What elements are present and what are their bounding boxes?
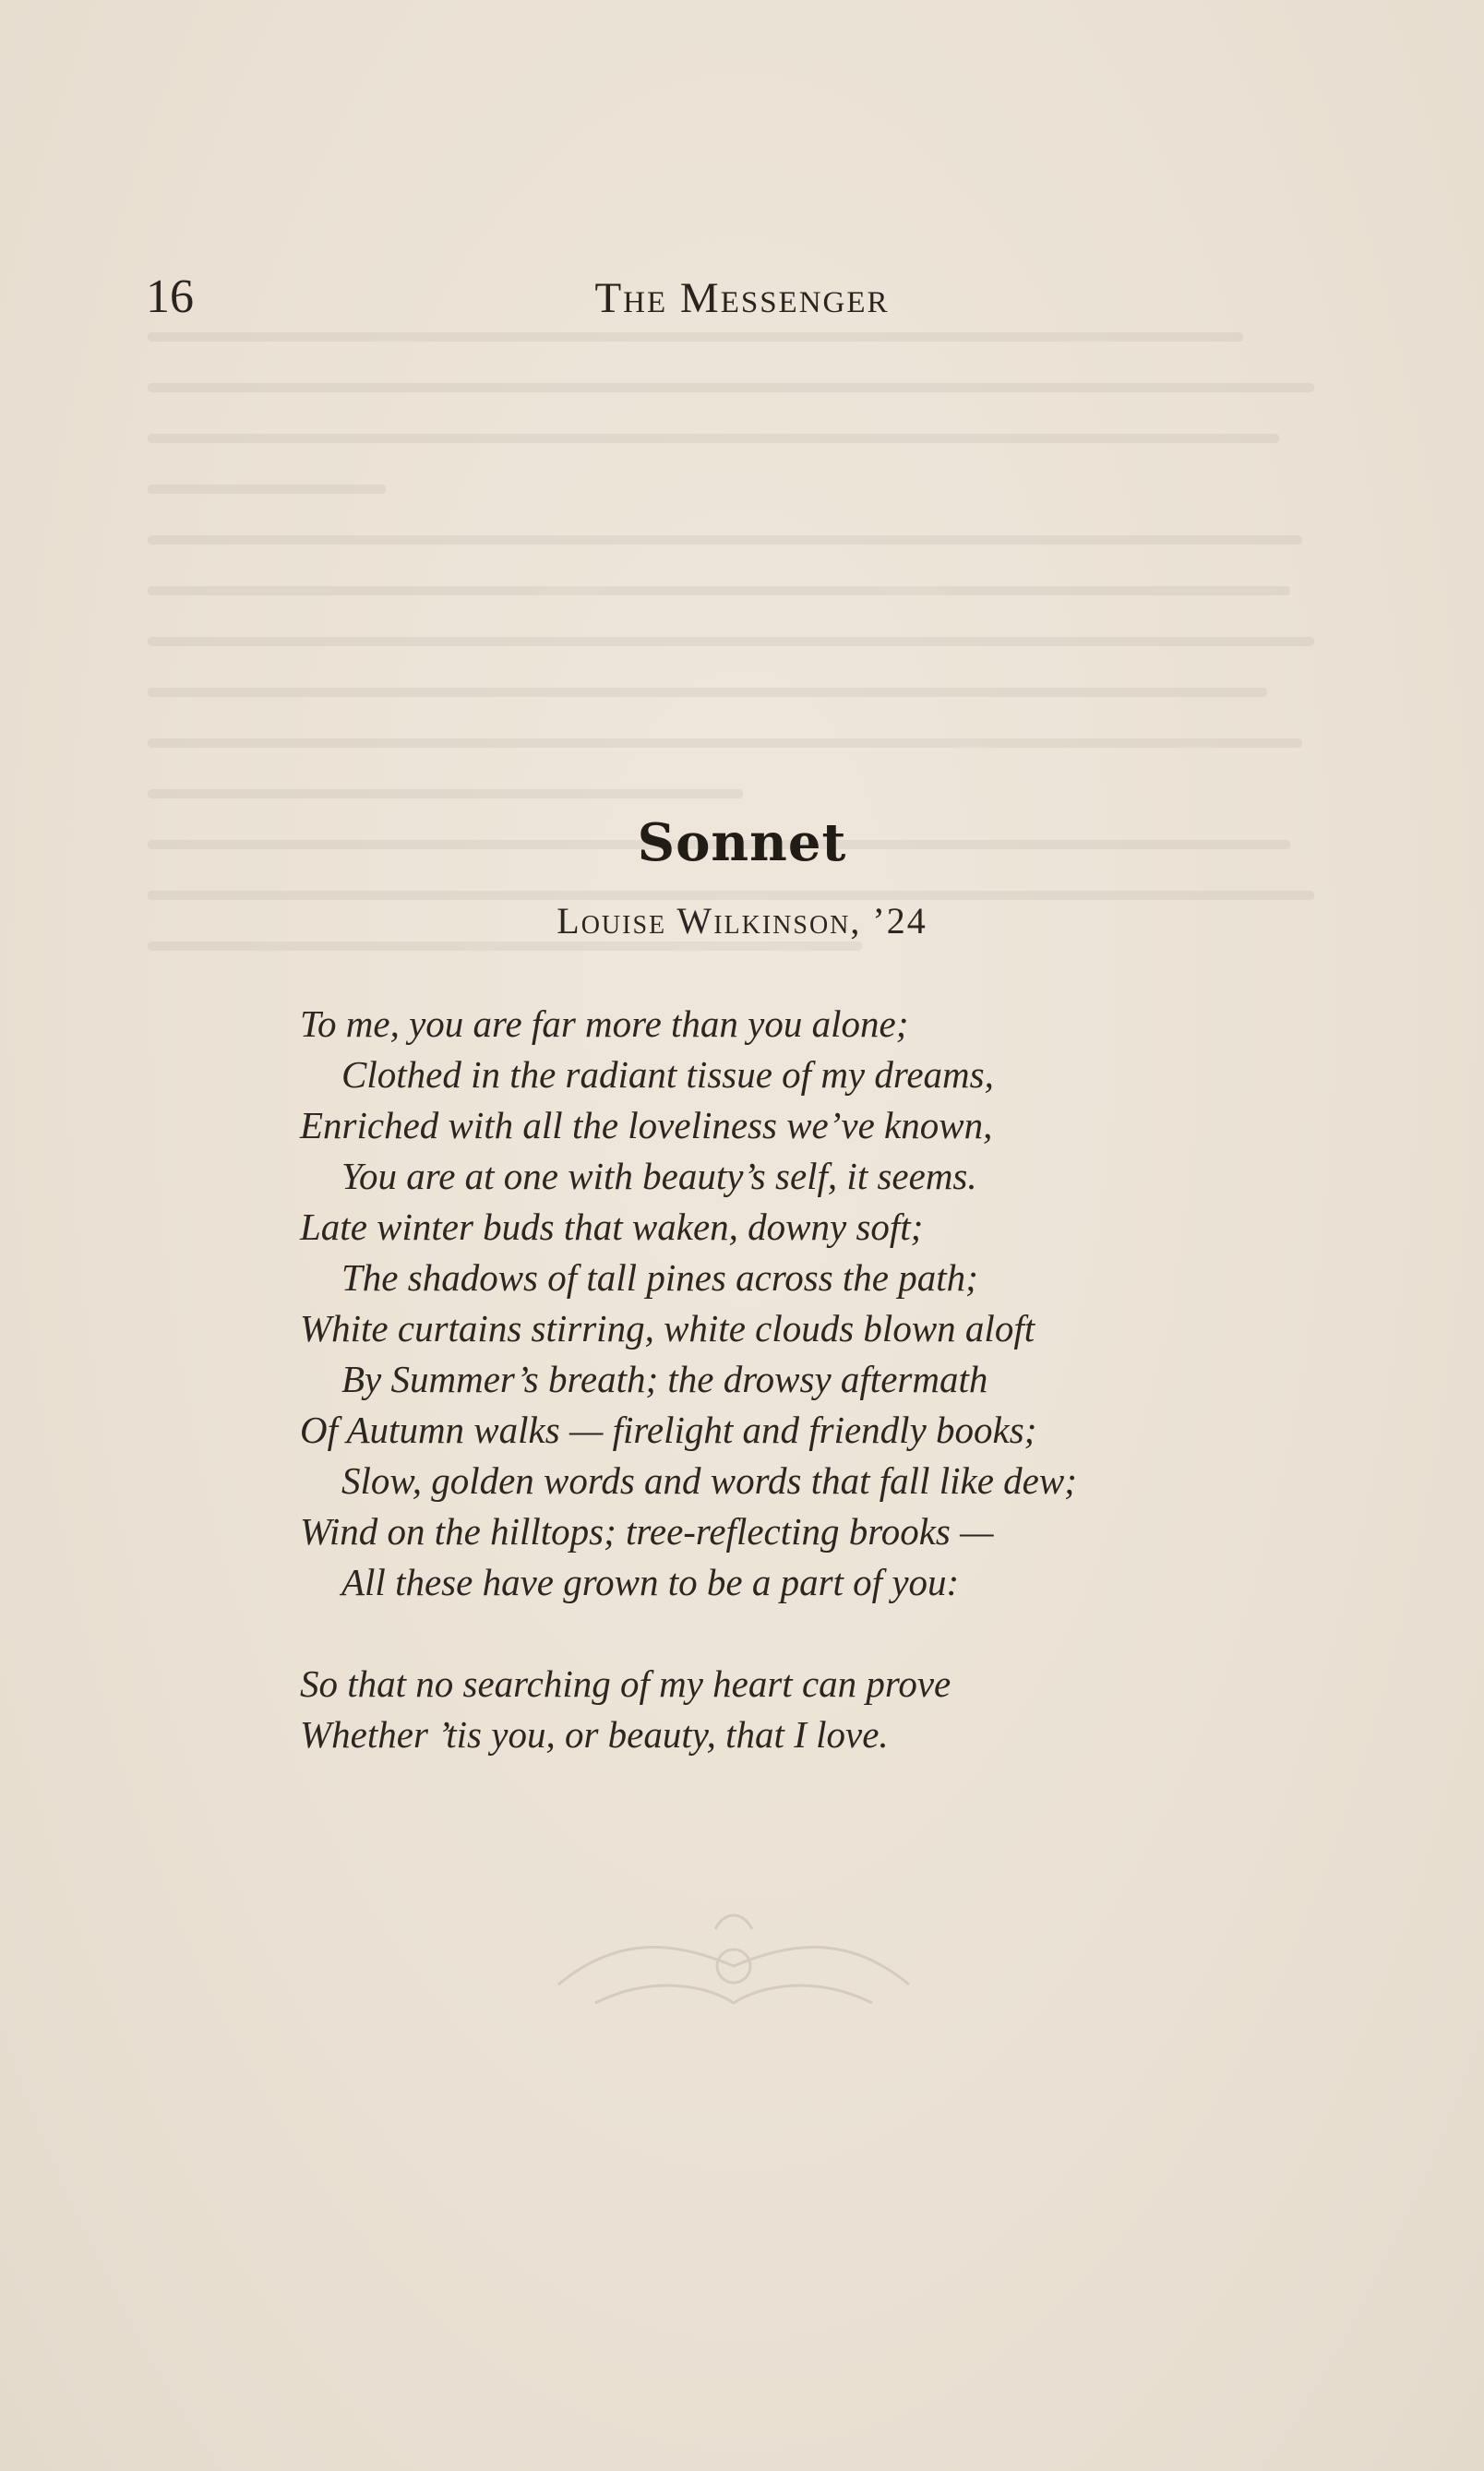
poem-title: Sonnet bbox=[637, 812, 847, 873]
poem-line: All these have grown to be a part of you: bbox=[341, 1561, 960, 1603]
running-head: The Messenger bbox=[594, 274, 890, 322]
poem-line: Enriched with all the loveliness we’ve known, bbox=[300, 1104, 993, 1146]
poem-line: You are at one with beauty’s self, it seems. bbox=[341, 1155, 977, 1197]
poem-line: Wind on the hilltops; tree-reflecting brooks — bbox=[300, 1510, 994, 1553]
poem-line: Of Autumn walks — firelight and friendly books; bbox=[300, 1409, 1037, 1451]
faint-ornament-icon bbox=[540, 1901, 928, 2031]
poem-line: Late winter buds that waken, downy soft; bbox=[300, 1206, 924, 1248]
poem-line: Slow, golden words and words that fall like dew; bbox=[341, 1459, 1077, 1502]
poem-line: To me, you are far more than you alone; bbox=[300, 1002, 909, 1045]
poem-line: White curtains stirring, white clouds blown aloft bbox=[300, 1307, 1035, 1349]
page-number: 16 bbox=[146, 270, 194, 323]
show-through-text bbox=[148, 332, 1338, 978]
stanza-break bbox=[300, 1608, 1334, 1659]
poem-line: So that no searching of my heart can prove bbox=[300, 1662, 951, 1705]
poem-line: Whether ’tis you, or beauty, that I love. bbox=[300, 1713, 889, 1756]
poem-author: Louise Wilkinson, ’24 bbox=[556, 900, 928, 942]
poem-line: The shadows of tall pines across the path; bbox=[341, 1256, 978, 1299]
poem-line: By Summer’s breath; the drowsy aftermath bbox=[341, 1358, 988, 1400]
poem-body bbox=[300, 999, 1334, 1760]
poem-line: Clothed in the radiant tissue of my dreams, bbox=[341, 1053, 994, 1096]
